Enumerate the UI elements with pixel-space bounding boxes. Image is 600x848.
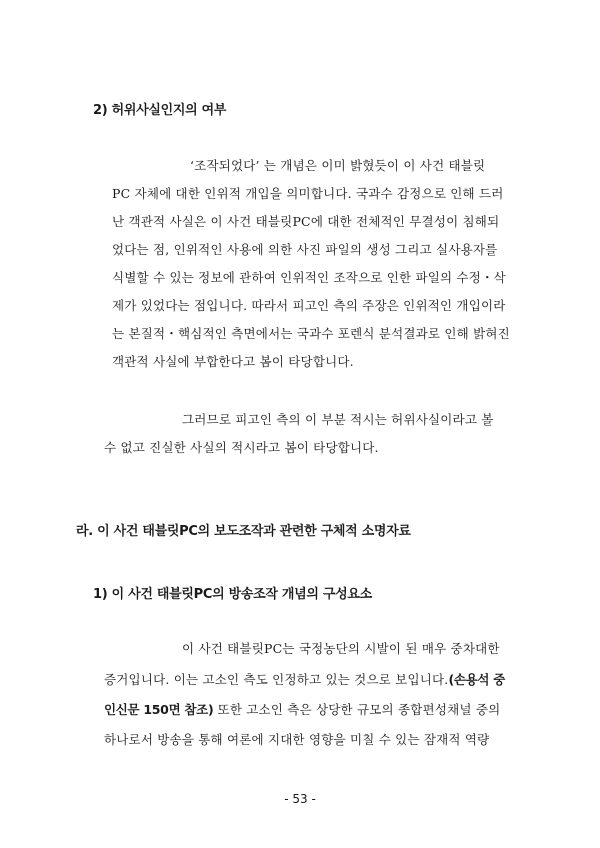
paragraph-line: 객관적 사실에 부합한다고 봄이 타당합니다. [112, 354, 354, 369]
page-number: - 53 - [284, 792, 316, 806]
paragraph-line: 는 본질적・핵심적인 측면에서는 국과수 포렌식 분석결과로 인해 밝혀진 [112, 326, 510, 341]
section-heading-evidence: 라. 이 사건 태블릿PC의 보도조작과 관련한 구체적 소명자료 [76, 524, 411, 539]
paragraph-line: 난 객관적 사실은 이 사건 태블릿PC에 대한 전체적인 무결성이 침해되 [112, 214, 500, 229]
citation-bold: 인신문 150면 참조) [104, 702, 214, 717]
paragraph-line: 식별할 수 있는 정보에 관하여 인위적인 조작으로 인한 파일의 수정・삭 [112, 270, 506, 285]
paragraph-text: 또한 고소인 측은 상당한 규모의 종합편성채널 중의 [213, 702, 501, 717]
paragraph-text: 증거입니다. 이는 고소인 측도 인정하고 있는 것으로 보입니다. [104, 672, 449, 687]
paragraph-line: 제가 있었다는 점입니다. 따라서 피고인 측의 주장은 인위적인 개입이라 [112, 298, 506, 313]
paragraph-line: 수 없고 진실한 사실의 적시라고 봄이 타당합니다. [104, 440, 379, 455]
section-heading-falsity: 2) 허위사실인지의 여부 [93, 103, 227, 118]
citation-bold: (손용석 중 [448, 672, 506, 687]
paragraph-line: ‘조작되었다’ 는 개념은 이미 밝혔듯이 이 사건 태블릿 [190, 158, 486, 173]
paragraph-line [104, 672, 505, 688]
paragraph-line: PC 자체에 대한 인위적 개입을 의미합니다. 국과수 감정으로 인해 드러 [112, 186, 504, 201]
paragraph-line: 이 사건 태블릿PC는 국정농단의 시발이 된 매우 중차대한 [182, 641, 500, 656]
paragraph-line [104, 702, 500, 718]
subsection-heading-components: 1) 이 사건 태블릿PC의 방송조작 개념의 구성요소 [93, 587, 372, 602]
paragraph-line: 그러므로 피고인 측의 이 부분 적시는 허위사실이라고 볼 [182, 412, 494, 427]
paragraph-line: 하나로서 방송을 통해 여론에 지대한 영향을 미칠 수 있는 잠재적 역량 [104, 732, 490, 747]
paragraph-line: 었다는 점, 인위적인 사용에 의한 사진 파일의 생성 그리고 실사용자를 [112, 242, 498, 257]
